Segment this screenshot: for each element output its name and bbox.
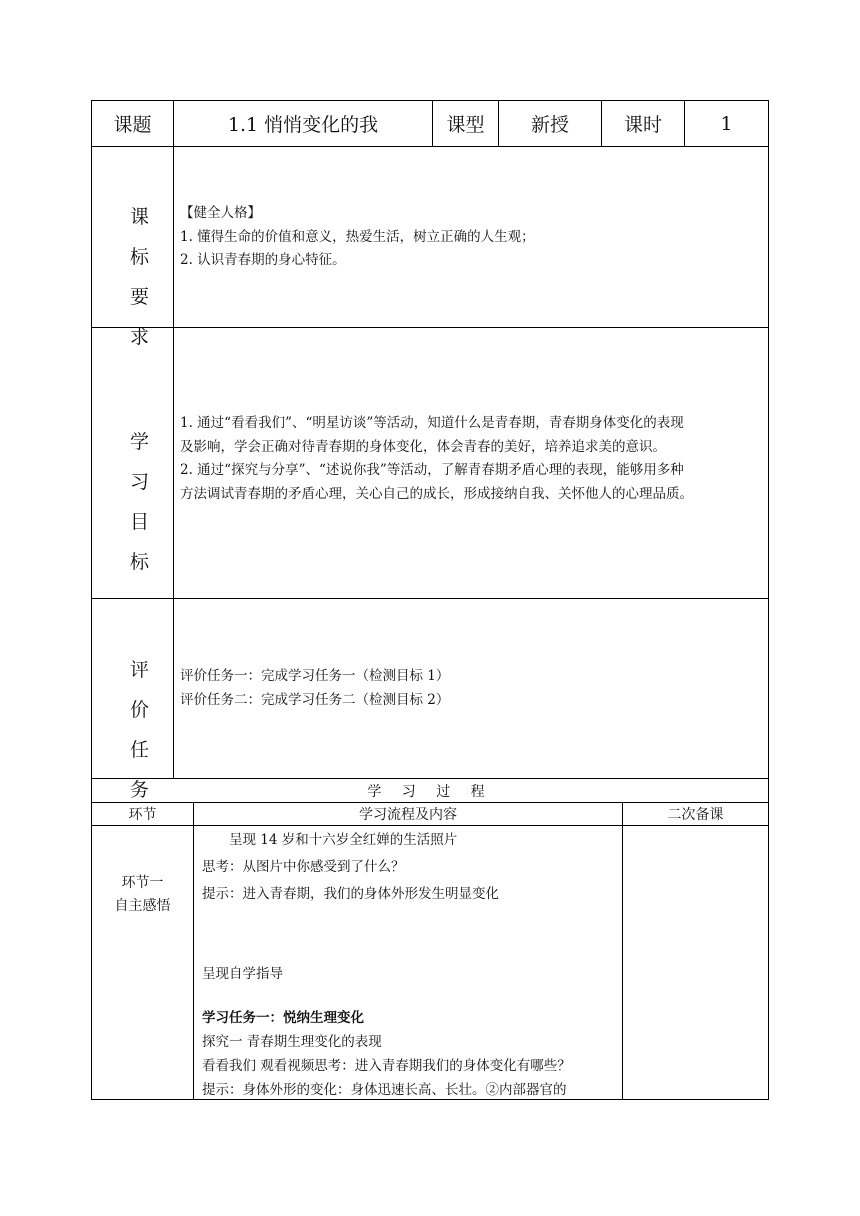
stage-cell — [92, 872, 193, 918]
content-line: 提示：身体外形的变化：身体迅速长高、长壮。②内部器官的 — [202, 1082, 567, 1098]
goals-line: 2. 通过“探究与分享”、“述说你我”等活动，了解青春期矛盾心理的表现，能够用多种 — [180, 462, 684, 478]
standards-item: 1. 懂得生命的价值和意义，热爱生活，树立正确的人生观； — [180, 228, 535, 245]
standards-content — [180, 202, 535, 273]
content-line: 呈现自学指导 — [202, 966, 283, 982]
stage-line1: 环节一 — [121, 875, 164, 891]
goals-label-line2: 目 标 — [129, 511, 163, 573]
period-value: 1 — [720, 112, 733, 135]
column-header-stage: 环节 — [128, 807, 157, 823]
content-line: 提示：进入青春期，我们的身体外形发生明显变化 — [202, 886, 499, 902]
type-label: 课型 — [446, 114, 485, 136]
evaluation-label-line2: 任 务 — [129, 739, 163, 801]
learning-task-heading: 学习任务一：悦纳生理变化 — [202, 1010, 364, 1026]
content-line: 探究一 青春期生理变化的表现 — [202, 1034, 382, 1050]
grid-line — [193, 802, 194, 1100]
standards-label-line2: 要 求 — [129, 286, 163, 348]
goals-content — [180, 412, 693, 506]
content-line: 思考：从图片中你感受到了什么？ — [202, 859, 405, 875]
evaluation-item: 评价任务二：完成学习任务二（检测目标 2） — [180, 691, 450, 708]
content-line: 呈现 14 岁和十六岁全红婵的生活照片 — [229, 832, 458, 848]
evaluation-item: 评价任务一：完成学习任务一（检测目标 1） — [180, 668, 450, 684]
goals-label-line1: 学 习 — [129, 431, 163, 493]
standards-label-line1: 课 标 — [129, 206, 163, 268]
goals-line: 及影响，学会正确对待青春期的身体变化，体会青春的美好，培养追求美的意识。 — [180, 438, 666, 455]
grid-line — [91, 598, 769, 599]
grid-line — [91, 146, 769, 147]
standards-label — [92, 197, 187, 357]
grid-line — [622, 802, 623, 1100]
goals-line: 方法调试青春期的矛盾心理，关心自己的成长，形成接纳自我、关怀他人的心理品质。 — [180, 485, 693, 502]
goals-line: 1. 通过“看看我们”、“明星访谈”等活动，知道什么是青春期，青春期身体变化的表现 — [180, 415, 684, 431]
standards-heading: 【健全人格】 — [180, 205, 261, 221]
standards-item: 2. 认识青春期的身心特征。 — [180, 252, 346, 268]
goals-label — [92, 422, 187, 582]
evaluation-content — [180, 665, 449, 712]
period-label: 课时 — [623, 114, 662, 136]
stage-line2: 自主感悟 — [114, 898, 171, 914]
process-title: 学 习 过 程 — [367, 783, 493, 800]
grid-line — [91, 327, 769, 328]
topic-value: 1.1 悄悄变化的我 — [227, 114, 379, 136]
type-value: 新授 — [530, 114, 569, 136]
column-header-content: 学习流程及内容 — [359, 807, 457, 823]
column-header-notes: 二次备课 — [667, 807, 724, 823]
topic-label: 课题 — [113, 114, 152, 136]
grid-line — [768, 100, 769, 1100]
content-line: 看看我们 观看视频思考：进入青春期我们的身体变化有哪些？ — [202, 1058, 571, 1074]
evaluation-label-line1: 评 价 — [129, 659, 163, 721]
